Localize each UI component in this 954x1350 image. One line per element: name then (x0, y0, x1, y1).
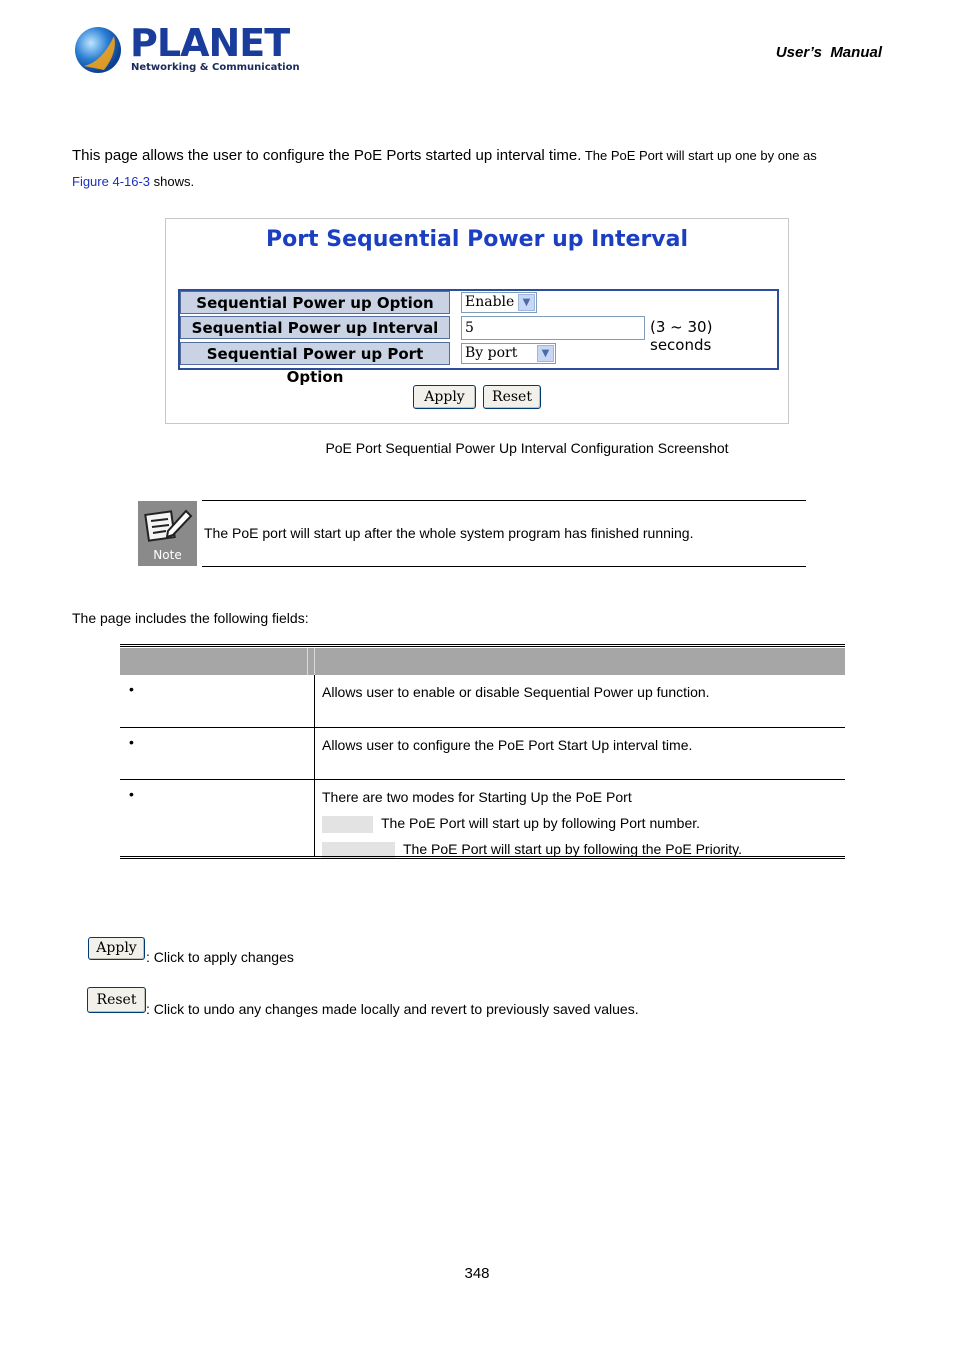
pencil-notepad-icon (138, 501, 197, 549)
config-table (178, 289, 779, 386)
note-divider-bottom (202, 566, 806, 567)
config-screenshot (165, 218, 789, 424)
row-bullet: • (129, 681, 134, 697)
column-divider (314, 675, 315, 727)
reset-button[interactable]: Reset (483, 385, 541, 409)
intro-main: This page allows the user to configure the PoE Ports started up interval time. (72, 147, 582, 164)
mode-placeholder (322, 816, 373, 833)
column-divider (314, 728, 315, 779)
chevron-down-icon: ▼ (537, 345, 554, 362)
option-label: Sequential Power up Option (180, 291, 450, 314)
note-text: The PoE port will start up after the whole system program has finished running. (204, 525, 694, 541)
row-description-line: There are two modes for Starting Up the PoE Port (322, 789, 632, 805)
logo-wordmark: PLANET (130, 21, 290, 65)
legend-apply-button[interactable]: Apply (88, 937, 145, 960)
row-description (322, 784, 742, 862)
port-option-label: Sequential Power up Port Option (180, 342, 450, 365)
interval-input[interactable]: 5 (461, 316, 645, 340)
legend-reset-button[interactable]: Reset (87, 987, 146, 1013)
table-bottom-rule (120, 856, 845, 859)
planet-logo (74, 21, 300, 78)
figure-caption (0, 440, 954, 456)
table-row (120, 780, 845, 857)
column-divider (314, 780, 315, 857)
intro-small: The PoE Port will start up one by one as (581, 148, 817, 163)
figure-link[interactable]: Figure 4-16-3 (72, 174, 151, 189)
row-description-line (322, 810, 742, 836)
option-select-value: Enable (465, 294, 515, 310)
intro-paragraph (72, 143, 892, 195)
mode-description: The PoE Port will start up by following the PoE Priority. (403, 841, 742, 857)
legend-reset-text: : Click to undo any changes made locally and revert to previously saved values. (146, 1001, 639, 1017)
intro-tail: shows. (150, 174, 195, 189)
table-row (120, 675, 845, 728)
interval-label: Sequential Power up Interval (180, 316, 450, 339)
manual-label: User’s Manual (775, 44, 882, 61)
row-description: Allows user to enable or disable Sequential Power up function. (322, 684, 710, 700)
fields-intro: The page includes the following fields: (72, 610, 309, 626)
interval-hint: (3 ~ 30) seconds (650, 318, 713, 354)
logo-subtitle: Networking & Communication (131, 62, 300, 73)
figure-caption-text: PoE Port Sequential Power Up Interval Configuration Screenshot (325, 440, 729, 456)
row-bullet: • (129, 786, 134, 802)
row-description: Allows user to configure the PoE Port Start Up interval time. (322, 737, 693, 753)
chevron-down-icon: ▼ (518, 294, 535, 311)
header-separator (307, 648, 315, 675)
option-select[interactable] (461, 292, 537, 313)
table-header (120, 648, 845, 675)
note-divider-top (202, 500, 806, 501)
port-option-select-value: By port (465, 345, 518, 361)
row-bullet: • (129, 734, 134, 750)
note-icon (138, 501, 197, 566)
port-option-select[interactable] (461, 343, 556, 364)
table-row (120, 728, 845, 780)
page-number: 348 (464, 1265, 490, 1282)
note-icon-label: Note (153, 548, 182, 562)
screenshot-title: Port Sequential Power up Interval (265, 227, 689, 252)
mode-description: The PoE Port will start up by following Port number. (381, 815, 701, 831)
legend-apply-text: : Click to apply changes (146, 949, 294, 965)
table-top-rule (120, 644, 845, 647)
apply-button[interactable]: Apply (413, 385, 476, 409)
